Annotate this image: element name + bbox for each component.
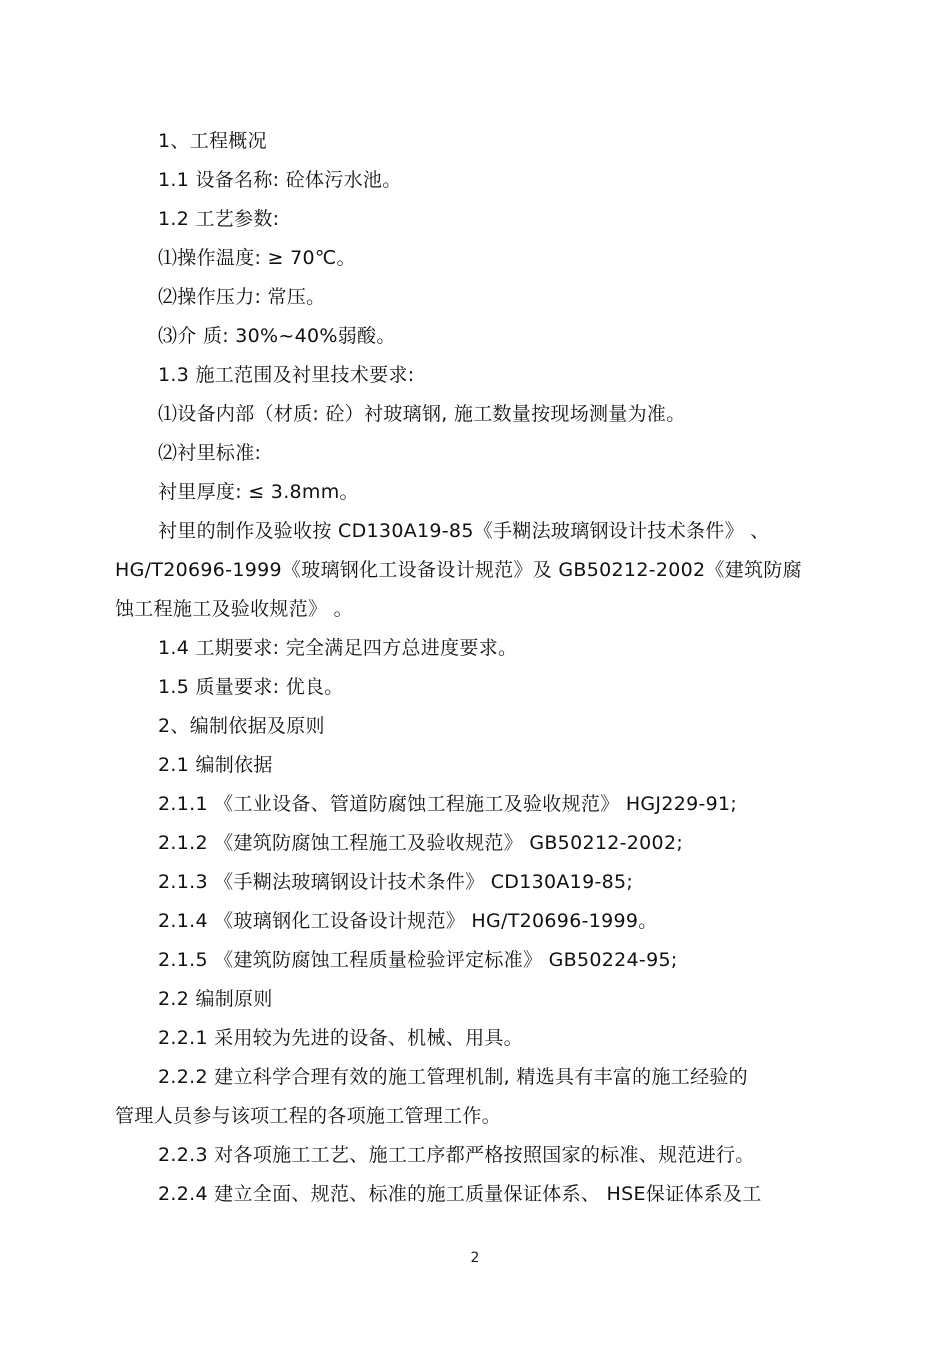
text-line: 2.1.3 《手糊法玻璃钢设计技术条件》 CD130A19-85; — [158, 871, 634, 893]
text-line: 2.1.1 《工业设备、管道防腐蚀工程施工及验收规范》 HGJ229-91; — [158, 793, 738, 815]
text-line: 2.2 编制原则 — [158, 988, 273, 1010]
text-line: 1.2 工艺参数: — [158, 208, 280, 230]
document-body — [0, 122, 950, 1214]
text-line: 1.4 工期要求: 完全满足四方总进度要求。 — [158, 637, 518, 659]
text-line: 2.1 编制依据 — [158, 754, 273, 776]
text-line: ⑶介 质: 30%~40%弱酸。 — [158, 325, 396, 347]
text-line-continued: HG/T20696-1999《玻璃钢化工设备设计规范》及 GB50212-2002《建筑防腐 — [115, 559, 802, 581]
text-line: 2.1.4 《玻璃钢化工设备设计规范》 HG/T20696-1999。 — [158, 910, 658, 932]
text-line-continued: 蚀工程施工及验收规范》 。 — [115, 598, 353, 620]
text-line: 2.1.5 《建筑防腐蚀工程质量检验评定标准》 GB50224-95; — [158, 949, 678, 971]
text-line: 2.2.1 采用较为先进的设备、机械、用具。 — [158, 1027, 523, 1049]
text-line: 2.1.2 《建筑防腐蚀工程施工及验收规范》 GB50212-2002; — [158, 832, 684, 854]
page-number: 2 — [470, 1250, 480, 1266]
text-line: ⑴设备内部（材质: 砼）衬玻璃钢, 施工数量按现场测量为准。 — [158, 403, 686, 425]
text-line: 2.2.4 建立全面、规范、标准的施工质量保证体系、 HSE保证体系及工 — [158, 1183, 762, 1205]
text-line: 2.2.3 对各项施工工艺、施工工序都严格按照国家的标准、规范进行。 — [158, 1144, 755, 1166]
text-line: 2.2.2 建立科学合理有效的施工管理机制, 精选具有丰富的施工经验的 — [158, 1066, 748, 1088]
text-line: ⑴操作温度: ≥ 70℃。 — [158, 247, 356, 269]
section-heading-1: 1、工程概况 — [158, 130, 267, 152]
text-line: ⑵操作压力: 常压。 — [158, 286, 326, 308]
text-line: 1.3 施工范围及衬里技术要求: — [158, 364, 415, 386]
text-line: 衬里厚度: ≤ 3.8mm。 — [158, 481, 359, 503]
text-line: 1.5 质量要求: 优良。 — [158, 676, 344, 698]
text-line-continued: 管理人员参与该项工程的各项施工管理工作。 — [115, 1105, 502, 1127]
text-line: ⑵衬里标准: — [158, 442, 262, 464]
text-line: 1.1 设备名称: 砼体污水池。 — [158, 169, 402, 191]
text-line: 衬里的制作及验收按 CD130A19-85《手糊法玻璃钢设计技术条件》 、 — [158, 520, 770, 542]
section-heading-2: 2、编制依据及原则 — [158, 715, 325, 737]
